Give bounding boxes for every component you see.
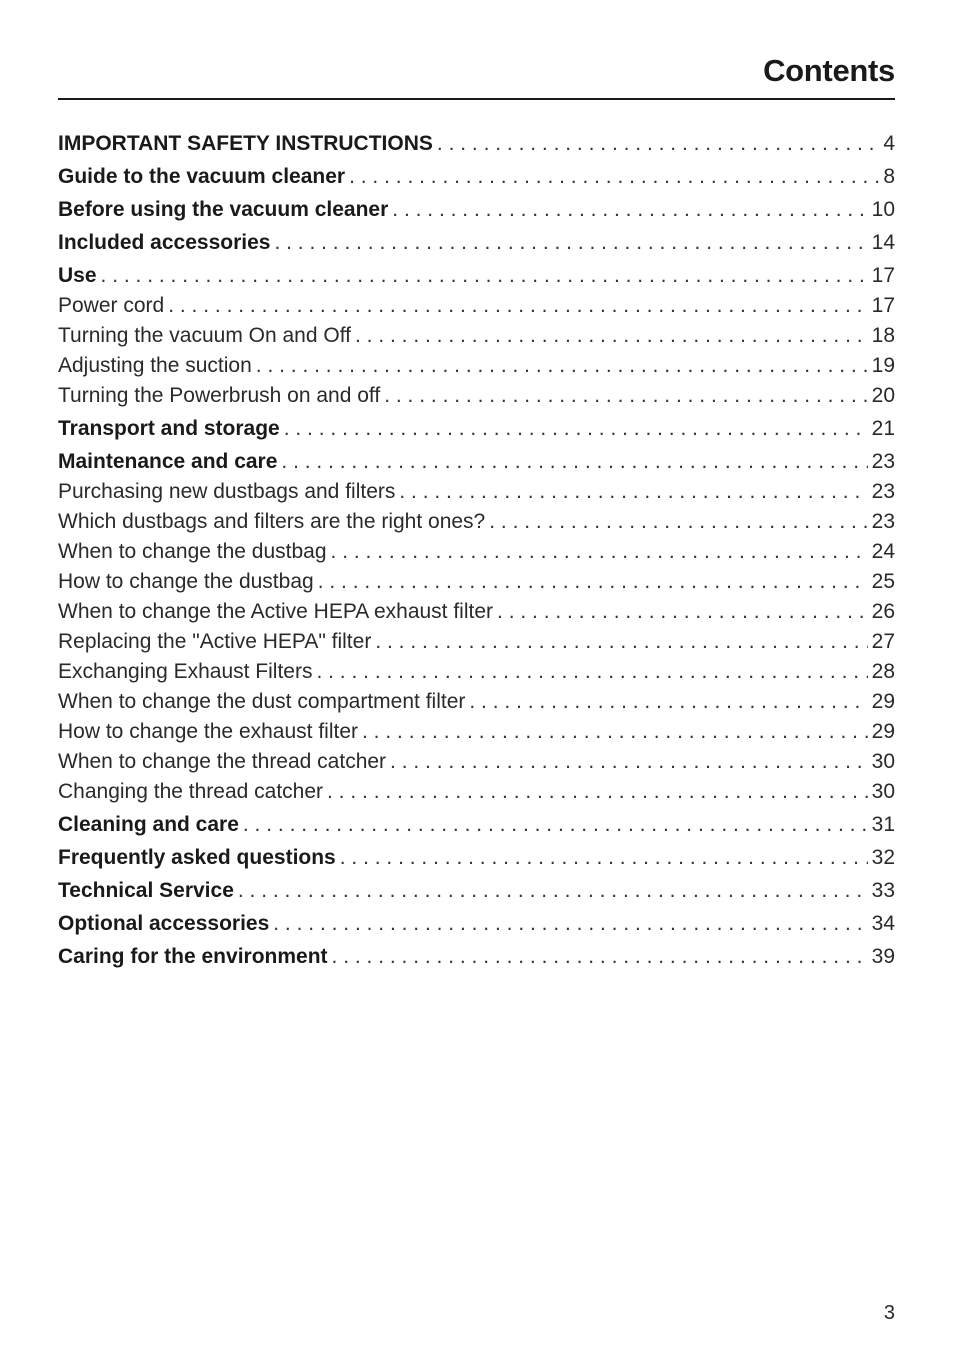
toc-entry-title: When to change the dustbag — [58, 540, 327, 563]
toc-entry-page: 25 — [871, 570, 895, 593]
dot-leader — [101, 261, 868, 291]
toc-entry-page: 17 — [871, 264, 895, 287]
toc-entry[interactable] — [58, 942, 895, 972]
dot-leader — [332, 942, 868, 972]
table-of-contents — [58, 126, 895, 972]
toc-subentry[interactable] — [58, 627, 895, 657]
toc-entry-page: 23 — [871, 480, 895, 503]
dot-leader — [469, 687, 867, 717]
toc-entry-title: Use — [58, 264, 97, 287]
toc-entry-page: 31 — [871, 813, 895, 836]
toc-entry[interactable] — [58, 843, 895, 873]
toc-subentry[interactable] — [58, 717, 895, 747]
toc-entry[interactable] — [58, 129, 895, 159]
dot-leader — [327, 777, 868, 807]
dot-leader — [243, 810, 868, 840]
title-divider — [58, 98, 895, 100]
toc-entry-page: 23 — [871, 450, 895, 473]
toc-entry-page: 28 — [871, 660, 895, 683]
dot-leader — [497, 597, 868, 627]
dot-leader — [349, 162, 879, 192]
toc-entry[interactable] — [58, 909, 895, 939]
page-number: 3 — [883, 1302, 895, 1324]
toc-entry-page: 33 — [871, 879, 895, 902]
toc-entry-page: 10 — [871, 198, 895, 221]
toc-entry-page: 17 — [871, 294, 895, 317]
toc-entry[interactable] — [58, 810, 895, 840]
toc-entry-title: Maintenance and care — [58, 450, 278, 473]
toc-entry-title: Turning the vacuum On and Off — [58, 324, 351, 347]
toc-entry-title: When to change the Active HEPA exhaust filter — [58, 600, 494, 623]
toc-entry-page: 19 — [871, 354, 895, 377]
toc-entry-title: Cleaning and care — [58, 813, 239, 836]
toc-subentry[interactable] — [58, 507, 895, 537]
toc-subentry[interactable] — [58, 747, 895, 777]
dot-leader — [489, 507, 867, 537]
dot-leader — [375, 627, 867, 657]
toc-entry-title: Purchasing new dustbags and filters — [58, 480, 396, 503]
toc-entry-page: 32 — [871, 846, 895, 869]
dot-leader — [340, 843, 868, 873]
toc-entry-title: IMPORTANT SAFETY INSTRUCTIONS — [58, 132, 433, 155]
toc-entry-title: Changing the thread catcher — [58, 780, 324, 803]
toc-entry[interactable] — [58, 162, 895, 192]
toc-entry-title: How to change the exhaust filter — [58, 720, 359, 743]
toc-entry-title: Transport and storage — [58, 417, 280, 440]
toc-entry[interactable] — [58, 228, 895, 258]
dot-leader — [390, 747, 868, 777]
toc-entry[interactable] — [58, 195, 895, 225]
toc-entry-title: Frequently asked questions — [58, 846, 336, 869]
dot-leader — [284, 414, 868, 444]
toc-subentry[interactable] — [58, 777, 895, 807]
toc-entry-title: Caring for the environment — [58, 945, 328, 968]
toc-entry-page: 30 — [871, 780, 895, 803]
page-title: Contents — [763, 53, 895, 88]
toc-subentry[interactable] — [58, 291, 895, 321]
toc-entry-page: 14 — [871, 231, 895, 254]
toc-entry-page: 23 — [871, 510, 895, 533]
dot-leader — [331, 537, 868, 567]
toc-entry-title: How to change the dustbag — [58, 570, 314, 593]
dot-leader — [392, 195, 867, 225]
dot-leader — [274, 228, 867, 258]
toc-entry-title: Adjusting the suction — [58, 354, 252, 377]
toc-entry-page: 26 — [871, 600, 895, 623]
toc-entry-title: Included accessories — [58, 231, 271, 254]
toc-subentry[interactable] — [58, 657, 895, 687]
toc-subentry[interactable] — [58, 567, 895, 597]
toc-subentry[interactable] — [58, 477, 895, 507]
toc-entry-page: 8 — [883, 165, 895, 188]
toc-subentry[interactable] — [58, 687, 895, 717]
toc-entry-page: 21 — [871, 417, 895, 440]
toc-entry-title: Which dustbags and filters are the right ones? — [58, 510, 486, 533]
toc-entry-title: Power cord — [58, 294, 165, 317]
dot-leader — [318, 567, 868, 597]
toc-entry[interactable] — [58, 261, 895, 291]
dot-leader — [273, 909, 867, 939]
dot-leader — [256, 351, 868, 381]
toc-entry-page: 20 — [871, 384, 895, 407]
toc-subentry[interactable] — [58, 381, 895, 411]
toc-subentry[interactable] — [58, 351, 895, 381]
toc-entry[interactable] — [58, 876, 895, 906]
toc-entry-page: 29 — [871, 690, 895, 713]
toc-entry-title: Turning the Powerbrush on and off — [58, 384, 381, 407]
toc-entry-title: Before using the vacuum cleaner — [58, 198, 389, 221]
dot-leader — [316, 657, 867, 687]
toc-entry-title: Replacing the "Active HEPA" filter — [58, 630, 372, 653]
toc-entry-page: 24 — [871, 540, 895, 563]
dot-leader — [238, 876, 868, 906]
toc-subentry[interactable] — [58, 597, 895, 627]
dot-leader — [362, 717, 868, 747]
toc-entry-title: Optional accessories — [58, 912, 270, 935]
dot-leader — [355, 321, 868, 351]
dot-leader — [384, 381, 867, 411]
toc-entry[interactable] — [58, 414, 895, 444]
toc-entry-title: Technical Service — [58, 879, 234, 902]
toc-entry-title: Guide to the vacuum cleaner — [58, 165, 346, 188]
toc-subentry[interactable] — [58, 537, 895, 567]
toc-entry-page: 29 — [871, 720, 895, 743]
toc-entry-page: 39 — [871, 945, 895, 968]
toc-entry-title: When to change the dust compartment filter — [58, 690, 466, 713]
toc-entry-title: When to change the thread catcher — [58, 750, 387, 773]
toc-entry-page: 30 — [871, 750, 895, 773]
toc-entry-page: 34 — [871, 912, 895, 935]
dot-leader — [168, 291, 867, 321]
dot-leader — [399, 477, 867, 507]
dot-leader — [437, 129, 879, 159]
toc-entry-page: 27 — [871, 630, 895, 653]
toc-subentry[interactable] — [58, 321, 895, 351]
toc-entry[interactable] — [58, 447, 895, 477]
toc-entry-page: 18 — [871, 324, 895, 347]
toc-entry-page: 4 — [883, 132, 895, 155]
dot-leader — [281, 447, 867, 477]
toc-entry-title: Exchanging Exhaust Filters — [58, 660, 313, 683]
